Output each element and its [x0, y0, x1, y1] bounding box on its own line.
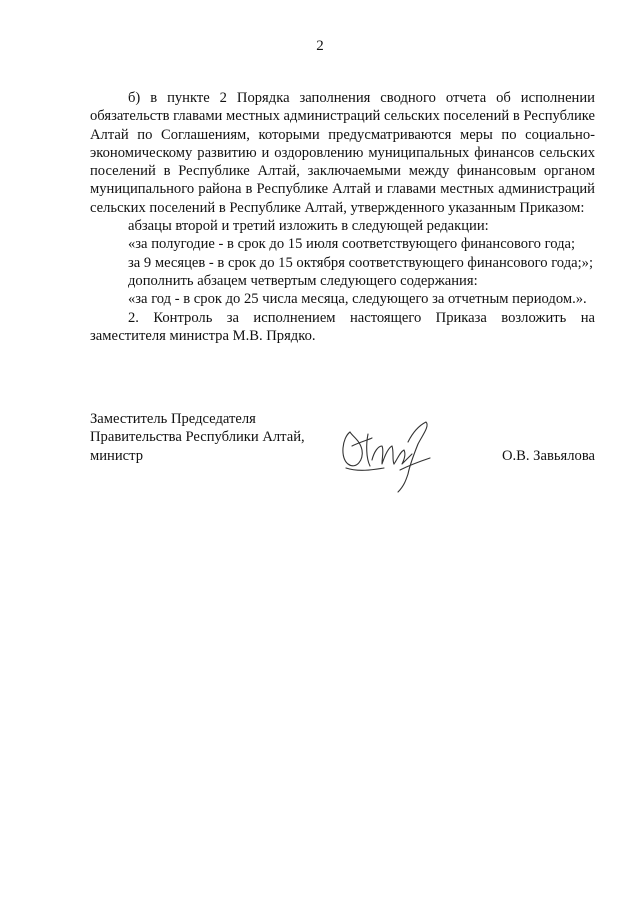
paragraph-control: 2. Контроль за исполнением настоящего Приказа возложить на заместителя министра М.В. Прядко. [90, 309, 595, 344]
paragraph-nine-months: за 9 месяцев - в срок до 15 октября соответствующего финансового года;»; [128, 254, 593, 271]
signer-name: О.В. Завьялова [501, 447, 595, 464]
signer-title: Заместитель Председателя Правительства Республики Алтай, министр [90, 411, 305, 464]
page-number: 2 [316, 38, 324, 54]
document-body [90, 89, 595, 345]
paragraph-add-fourth: дополнить абзацем четвертым следующего содержания: [128, 272, 478, 289]
handwritten-signature [338, 412, 436, 494]
signature-block [90, 410, 595, 490]
paragraph-annual: «за год - в срок до 25 числа месяца, следующего за отчетным периодом.». [128, 291, 587, 308]
paragraph-half-year: «за полугодие - в срок до 15 июля соответствующего финансового года; [128, 236, 576, 253]
paragraph-paragraphs-2-3: абзацы второй и третий изложить в следующей редакции: [128, 218, 489, 235]
paragraph-b-amendment: б) в пункте 2 Порядка заполнения сводного отчета об исполнении обязательств главами местных администраций сельских поселений в Республике Алтай по Соглашениям, которыми предусматриваются меры по социально-экономическому развитию и оздоровлению муниципальных финансов сельских поселений в Республике Алтай, заключаемыми между финансовым органом муниципального района в Республике Алтай и главами местных администраций сельских поселений в Республике Алтай, утвержденного указанным Приказом: [90, 90, 595, 216]
